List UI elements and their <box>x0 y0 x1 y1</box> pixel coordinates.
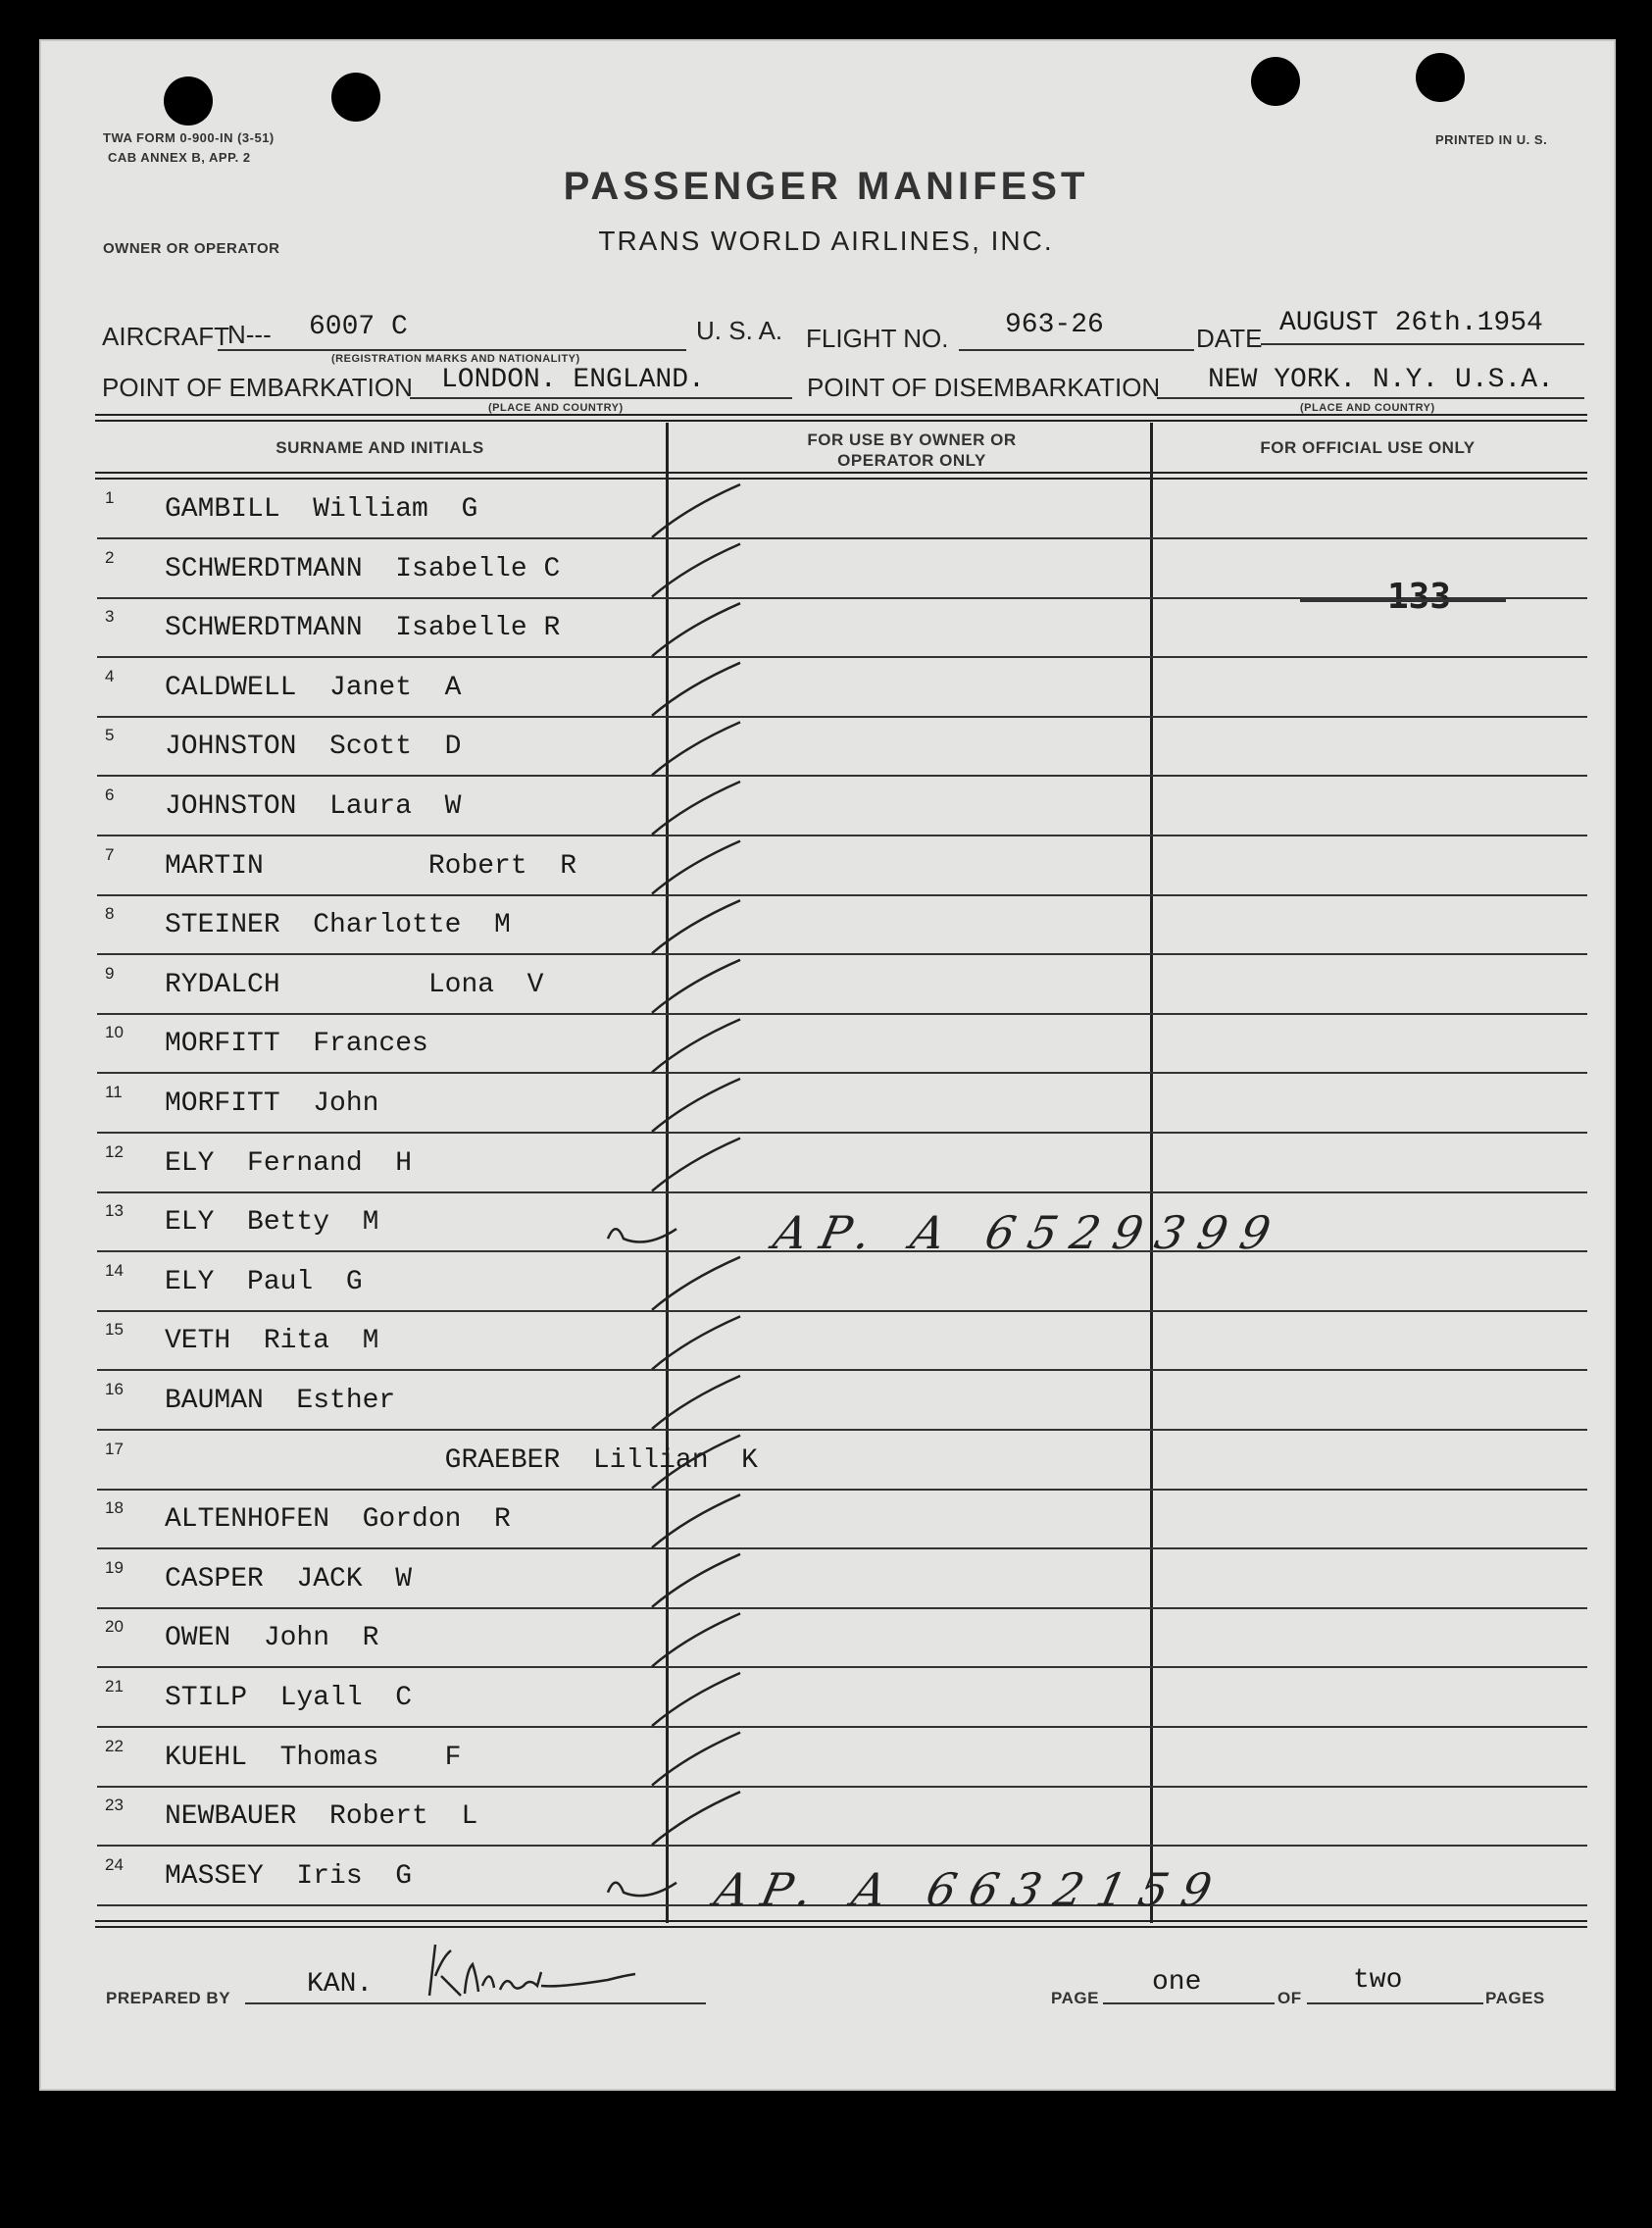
table-bottom-rule <box>95 1920 1587 1928</box>
passenger-name: KUEHL Thomas F <box>165 1742 462 1773</box>
row-number: 23 <box>105 1796 124 1815</box>
passenger-name: SCHWERDTMANN Isabelle R <box>165 613 561 644</box>
row-number: 16 <box>105 1380 124 1398</box>
checkmark <box>608 1883 676 1896</box>
passenger-name: JOHNSTON Scott D <box>165 732 462 763</box>
flight-no-value: 963-26 <box>1005 310 1104 340</box>
flight-no-label: FLIGHT NO. <box>806 324 949 353</box>
passenger-name: CASPER JACK W <box>165 1563 413 1595</box>
of-label: OF <box>1277 1989 1302 2007</box>
signature <box>422 1937 647 2005</box>
row-number: 12 <box>105 1141 124 1161</box>
aircraft-prefix: N--- <box>227 320 272 349</box>
checkmark <box>652 663 740 716</box>
checkmark <box>652 782 740 835</box>
of-value: two <box>1353 1965 1403 1996</box>
page-label: PAGE <box>1051 1989 1099 2007</box>
row13-annotation: AP. A 6529399 <box>769 1206 1289 1259</box>
checkmark <box>652 1257 740 1310</box>
embarkation-value: LONDON. ENGLAND. <box>441 365 705 395</box>
col-official-use: FOR OFFICIAL USE ONLY <box>1260 438 1476 457</box>
checkmark <box>652 722 740 775</box>
row-number: 6 <box>105 785 115 804</box>
col-surname: SURNAME AND INITIALS <box>275 438 484 457</box>
passenger-name: ELY Betty M <box>165 1207 379 1239</box>
row-number: 18 <box>105 1498 124 1518</box>
page-value: one <box>1152 1967 1202 1998</box>
row-number: 13 <box>105 1201 124 1221</box>
passenger-name: JOHNSTON Laura W <box>165 791 462 822</box>
row-number: 20 <box>105 1617 124 1637</box>
checkmark <box>652 900 740 953</box>
row-number: 3 <box>105 607 115 627</box>
checkmark <box>652 1436 740 1489</box>
checkmark <box>652 544 740 597</box>
row-number: 21 <box>105 1677 124 1696</box>
nationality: U. S. A. <box>696 316 783 345</box>
passenger-name: CALDWELL Janet A <box>165 672 462 703</box>
row-number: 5 <box>105 726 115 745</box>
form-title: PASSENGER MANIFEST <box>563 165 1089 208</box>
checkmark <box>652 1613 740 1666</box>
of-underline <box>1307 2002 1483 2004</box>
checkmark <box>652 1673 740 1726</box>
passenger-name: MORFITT Frances <box>165 1029 428 1060</box>
passenger-name: ELY Paul G <box>165 1266 363 1297</box>
checkmark <box>652 484 740 537</box>
printed-in: PRINTED IN U. S. <box>1435 132 1548 147</box>
passenger-name: ELY Fernand H <box>165 1147 413 1179</box>
checkmark <box>652 960 740 1013</box>
row-number: 7 <box>105 844 115 864</box>
row-number: 10 <box>105 1023 124 1042</box>
row-number: 14 <box>105 1260 124 1280</box>
passenger-name: MASSEY Iris G <box>165 1860 413 1892</box>
passenger-name: MARTIN Robert R <box>165 850 577 882</box>
checkmark <box>652 1316 740 1369</box>
passenger-name: BAUMAN Esther <box>165 1386 396 1416</box>
row-number: 24 <box>105 1854 124 1874</box>
passenger-name: GRAEBER Lillian K <box>165 1444 758 1476</box>
form-annex: CAB ANNEX B, APP. 2 <box>108 150 251 165</box>
passenger-name: MORFITT John <box>165 1089 379 1119</box>
date-value: AUGUST 26th.1954 <box>1279 308 1543 338</box>
checkmark <box>652 1079 740 1132</box>
checkmark <box>608 1229 676 1241</box>
passenger-name: OWEN John R <box>165 1623 379 1654</box>
passenger-name: SCHWERDTMANN Isabelle C <box>165 553 561 584</box>
disembarkation-label: POINT OF DISEMBARKATION <box>807 373 1161 402</box>
row-number: 2 <box>105 547 115 567</box>
checkmark <box>652 1792 740 1845</box>
checkmark <box>652 603 740 656</box>
disembarkation-caption: (PLACE AND COUNTRY) <box>1300 402 1435 414</box>
checkmark <box>652 1376 740 1429</box>
passenger-name: ALTENHOFEN Gordon R <box>165 1504 511 1536</box>
disembarkation-value: NEW YORK. N.Y. U.S.A. <box>1208 365 1554 395</box>
passenger-name: VETH Rita M <box>165 1326 379 1357</box>
checkmark <box>652 841 740 894</box>
prepared-by-label: PREPARED BY <box>106 1989 231 2007</box>
row-number: 9 <box>105 963 115 983</box>
row-number: 8 <box>105 904 115 924</box>
col-owner-use: FOR USE BY OWNER OR OPERATOR ONLY <box>807 430 1017 470</box>
aircraft-value: 6007 C <box>309 312 408 342</box>
passenger-name: GAMBILL William G <box>165 494 478 525</box>
embarkation-label: POINT OF EMBARKATION <box>102 373 413 402</box>
official-number: 133 <box>1387 577 1452 617</box>
row-number: 15 <box>105 1320 124 1340</box>
checkmark <box>652 1019 740 1072</box>
passenger-name: NEWBAUER Robert L <box>165 1801 478 1833</box>
owner-operator-label: OWNER OR OPERATOR <box>103 240 280 257</box>
airline-name: TRANS WORLD AIRLINES, INC. <box>598 226 1054 256</box>
embarkation-caption: (PLACE AND COUNTRY) <box>488 402 624 414</box>
passenger-name: STILP Lyall C <box>165 1683 413 1713</box>
checkmark <box>652 1554 740 1607</box>
registration-caption: (REGISTRATION MARKS AND NATIONALITY) <box>331 353 580 365</box>
row-number: 11 <box>105 1083 123 1101</box>
aircraft-label: AIRCRAFT <box>102 322 229 351</box>
row-number: 17 <box>105 1439 124 1458</box>
row-number: 19 <box>105 1557 124 1577</box>
row-number: 4 <box>105 666 115 685</box>
passenger-name: RYDALCH Lona V <box>165 969 544 1000</box>
checkmark <box>652 1494 740 1547</box>
form-id: TWA FORM 0-900-IN (3-51) <box>103 130 275 145</box>
row-number: 22 <box>105 1736 124 1755</box>
pages-label: PAGES <box>1485 1989 1545 2007</box>
checkmark <box>652 1733 740 1786</box>
row24-annotation: AP. A 6632159 <box>710 1863 1230 1916</box>
checkmark <box>652 1139 740 1191</box>
page-underline <box>1103 2002 1275 2004</box>
prepared-by-value: KAN. <box>307 1969 374 2000</box>
passenger-name: STEINER Charlotte M <box>165 910 511 941</box>
row-number: 1 <box>105 488 115 507</box>
date-label: DATE <box>1196 324 1263 353</box>
